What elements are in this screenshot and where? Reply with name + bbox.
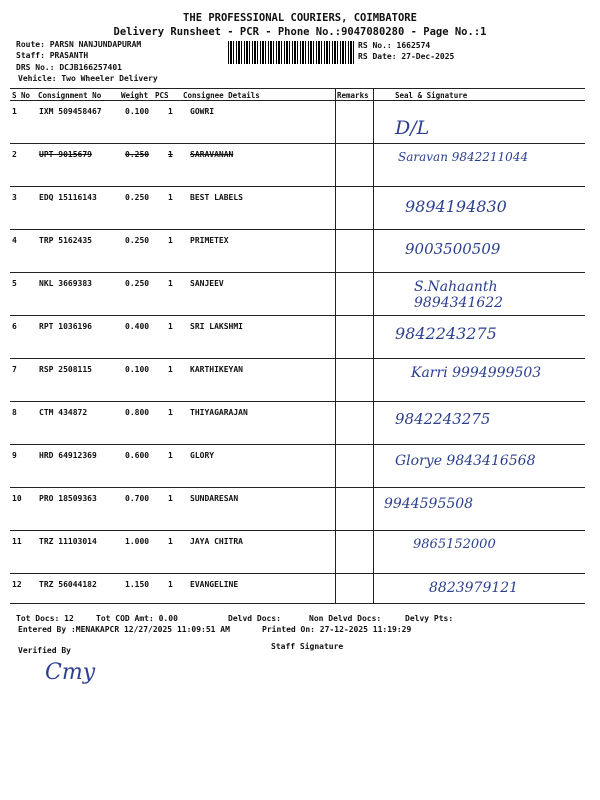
- row-weight: 0.250: [125, 193, 150, 202]
- route-label: Route: PARSN NANJUNDAPURAM: [16, 40, 142, 49]
- row-weight: 0.100: [125, 365, 150, 374]
- staff-label: Staff: PRASANTH: [16, 51, 89, 60]
- row-signature: Saravan 9842211044: [398, 150, 529, 164]
- rs-date: RS Date: 27-Dec-2025: [358, 52, 455, 61]
- row-signature: 9865152000: [413, 537, 496, 552]
- row-weight: 0.400: [125, 322, 150, 331]
- row-signature: Karri 9994999503: [411, 365, 542, 381]
- row-sno: 9: [12, 451, 17, 460]
- row-sno: 10: [12, 494, 22, 503]
- row-consignee: PRIMETEX: [190, 236, 229, 245]
- vehicle-label: Vehicle: Two Wheeler Delivery: [18, 74, 158, 83]
- non-delvd-docs: Non Delvd Docs:: [309, 614, 382, 623]
- col-weight: Weight: [121, 91, 149, 100]
- row-consignee: THIYAGARAJAN: [190, 408, 248, 417]
- tot-docs: Tot Docs: 12: [16, 614, 74, 623]
- row-pcs: 1: [168, 494, 173, 503]
- table-row: [10, 143, 585, 187]
- row-weight: 0.600: [125, 451, 150, 460]
- row-sno: 1: [12, 107, 17, 116]
- verified-by: Verified By: [18, 646, 71, 655]
- row-consignee: GOWRI: [190, 107, 215, 116]
- row-consignee: KARTHIKEYAN: [190, 365, 243, 374]
- col-consignment: Consignment No: [38, 91, 102, 100]
- delvy-pts: Delvy Pts:: [405, 614, 454, 623]
- row-pcs: 1: [168, 107, 173, 116]
- col-sno: S No: [12, 91, 31, 100]
- row-weight: 0.250: [125, 236, 150, 245]
- tot-cod-amt: Tot COD Amt: 0.00: [96, 614, 178, 623]
- row-weight: 1.000: [125, 537, 150, 546]
- row-pcs: 1: [168, 451, 173, 460]
- row-signature: 9842243275: [395, 324, 497, 343]
- table-row: [10, 530, 585, 574]
- barcode-image: [228, 41, 354, 64]
- header-divider: [10, 88, 585, 89]
- row-consignment-no: HRD 64912369: [39, 451, 97, 460]
- row-consignment-no: RPT 1036196: [39, 322, 92, 331]
- row-signature: 8823979121: [429, 580, 519, 596]
- delvd-docs: Delvd Docs:: [228, 614, 281, 623]
- row-consignment-no: TRZ 11103014: [39, 537, 97, 546]
- row-weight: 1.150: [125, 580, 150, 589]
- row-sno: 7: [12, 365, 17, 374]
- row-pcs: 1: [168, 537, 173, 546]
- row-pcs: 1: [168, 365, 173, 374]
- col-pcs: PCS: [155, 91, 169, 100]
- row-consignee: SARAVANAN: [190, 150, 234, 159]
- row-consignee: BEST LABELS: [190, 193, 243, 202]
- row-weight: 0.800: [125, 408, 150, 417]
- row-weight: 0.250: [125, 279, 150, 288]
- table-row: [10, 358, 585, 402]
- row-sno: 8: [12, 408, 17, 417]
- table-row: [10, 100, 585, 144]
- row-weight: 0.700: [125, 494, 150, 503]
- row-signature: 9944595508: [384, 496, 474, 512]
- table-row: [10, 272, 585, 316]
- row-consignee: SUNDARESAN: [190, 494, 239, 503]
- row-sno: 12: [12, 580, 22, 589]
- printed-on: Printed On: 27-12-2025 11:19:29: [262, 625, 412, 634]
- table-row: [10, 487, 585, 531]
- row-consignee: JAYA CHITRA: [190, 537, 243, 546]
- row-signature: 9842243275: [395, 410, 491, 428]
- row-consignment-no: NKL 3669383: [39, 279, 92, 288]
- row-consignee: EVANGELINE: [190, 580, 239, 589]
- col-remarks: Remarks: [337, 91, 369, 100]
- col-consignee: Consignee Details: [183, 91, 260, 100]
- table-row: [10, 315, 585, 359]
- row-consignee: SANJEEV: [190, 279, 224, 288]
- row-signature: 9003500509: [405, 240, 501, 258]
- row-pcs: 1: [168, 279, 173, 288]
- entered-by: Entered By :MENAKAPCR 12/27/2025 11:09:51 AM: [18, 625, 230, 634]
- row-sno: 11: [12, 537, 22, 546]
- row-signature: 9894194830: [405, 197, 507, 216]
- row-consignee: SRI LAKSHMI: [190, 322, 243, 331]
- row-weight: 0.250: [125, 150, 150, 159]
- row-consignment-no: PRO 18509363: [39, 494, 97, 503]
- table-row: [10, 229, 585, 273]
- col-seal-signature: Seal & Signature: [395, 91, 468, 100]
- row-sno: 6: [12, 322, 17, 331]
- company-title: THE PROFESSIONAL COURIERS, COIMBATORE: [183, 12, 417, 24]
- table-row: [10, 186, 585, 230]
- table-row: [10, 444, 585, 488]
- row-signature: Glorye 9843416568: [395, 453, 536, 469]
- row-weight: 0.100: [125, 107, 150, 116]
- staff-signature-label: Staff Signature: [271, 642, 344, 651]
- row-sno: 5: [12, 279, 17, 288]
- row-pcs: 1: [168, 408, 173, 417]
- row-consignment-no: UPT 9015679: [39, 150, 92, 159]
- verified-signature: Cmy: [45, 660, 96, 685]
- row-consignment-no: IXM 509458467: [39, 107, 102, 116]
- row-consignment-no: TRP 5162435: [39, 236, 92, 245]
- row-pcs: 1: [168, 322, 173, 331]
- row-signature: S.Nahaanth 9894341622: [414, 279, 504, 311]
- table-row: [10, 401, 585, 445]
- row-pcs: 1: [168, 150, 173, 159]
- table-row: [10, 573, 585, 617]
- row-consignment-no: RSP 2508115: [39, 365, 92, 374]
- row-sno: 3: [12, 193, 17, 202]
- row-pcs: 1: [168, 193, 173, 202]
- row-pcs: 1: [168, 580, 173, 589]
- row-consignment-no: CTM 434872: [39, 408, 88, 417]
- table-bottom-line: [10, 603, 585, 604]
- row-consignment-no: EDQ 15116143: [39, 193, 97, 202]
- row-consignment-no: TRZ 56044182: [39, 580, 97, 589]
- row-pcs: 1: [168, 236, 173, 245]
- row-sno: 4: [12, 236, 17, 245]
- row-consignee: GLORY: [190, 451, 215, 460]
- drs-label: DRS No.: DCJB166257401: [16, 63, 122, 72]
- row-sno: 2: [12, 150, 17, 159]
- runsheet-subtitle: Delivery Runsheet - PCR - Phone No.:9047080280 - Page No.:1: [113, 26, 487, 38]
- rs-number: RS No.: 1662574: [358, 41, 431, 50]
- row-signature: D/L: [395, 117, 430, 139]
